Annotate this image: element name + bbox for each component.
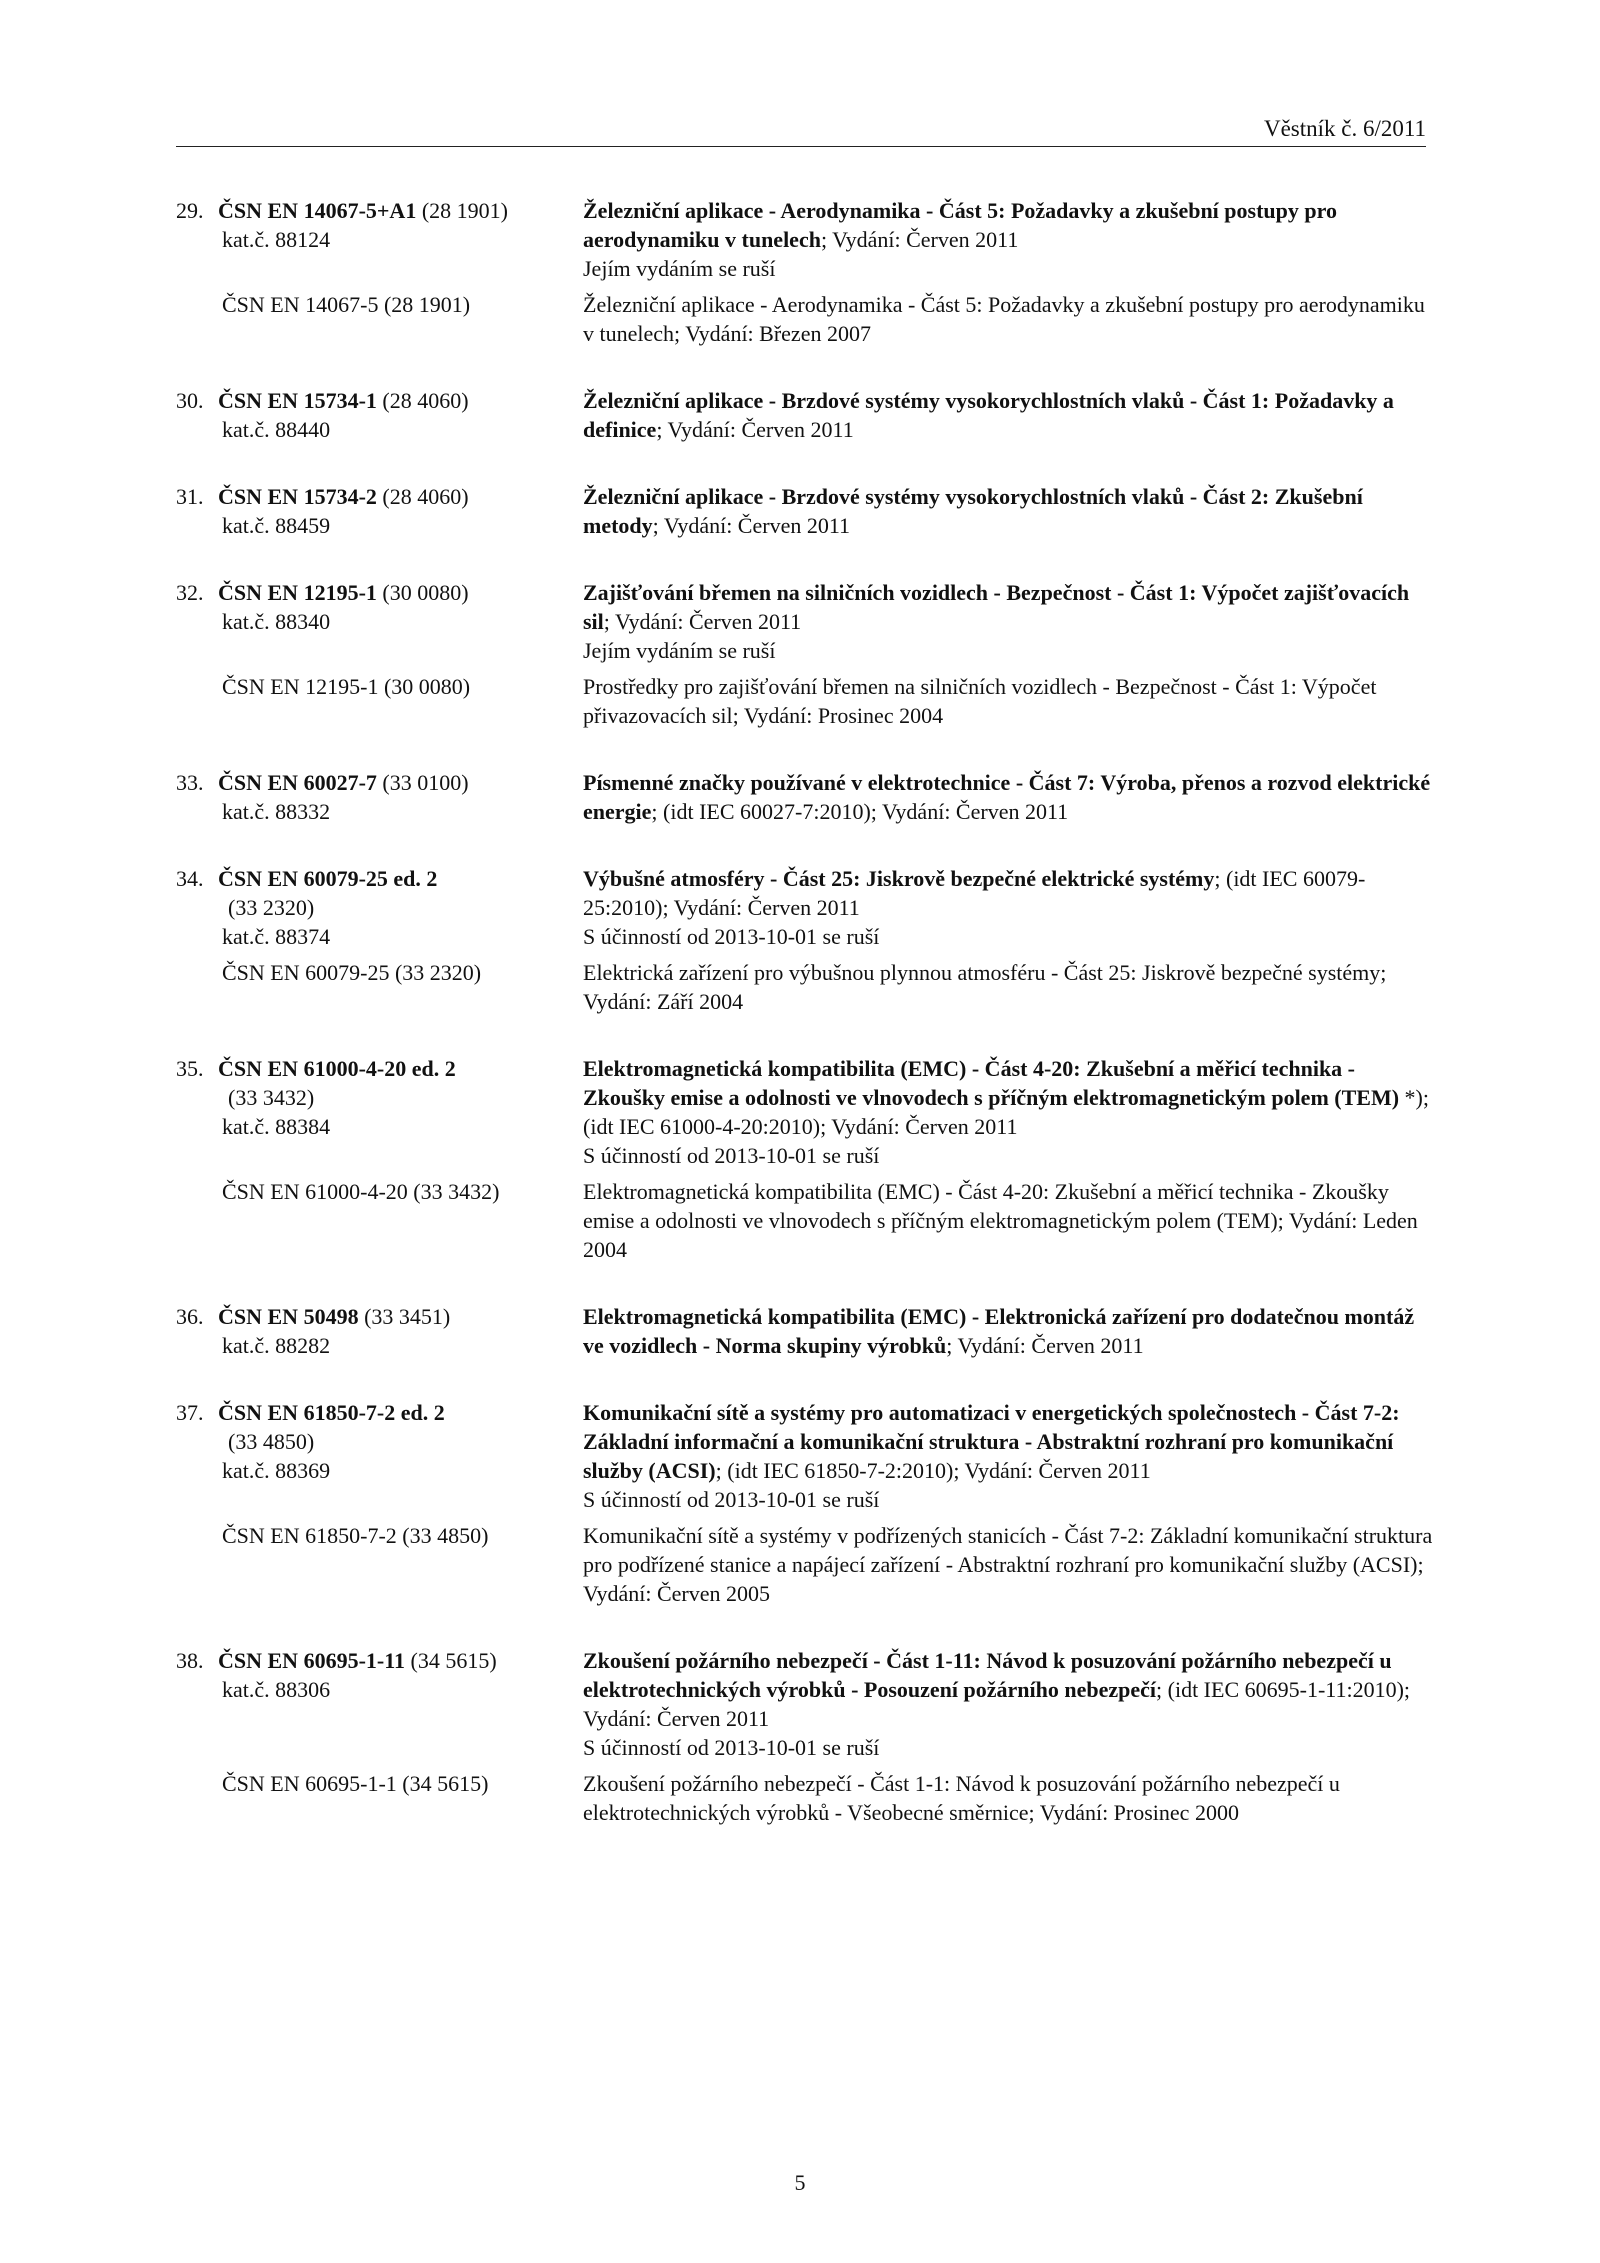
replaced-standard — [176, 1521, 1436, 1608]
replacement-note: S účinností od 2013-10-01 se ruší — [583, 924, 880, 949]
entry-number: 37. — [176, 1400, 204, 1425]
standard-entry — [176, 1302, 1436, 1360]
page-number: 5 — [794, 2170, 806, 2195]
classification-code: (28 1901) — [416, 198, 508, 223]
standard-title: Zajišťování břemen na silničních vozidlech - Bezpečnost - Část 1: Výpočet zajišťovacích sil — [583, 580, 1410, 634]
standard-id: ČSN EN 12195-1 — [218, 580, 377, 605]
standard-details: ; Vydání: Červen 2011 — [652, 513, 851, 538]
entry-number: 34. — [176, 866, 204, 891]
standards-list — [176, 196, 1436, 1865]
replaced-standard-text: Železniční aplikace - Aerodynamika - Část 5: Požadavky a zkušební postupy pro aerodynamiku v tunelech; Vydání: Březen 2007 — [583, 292, 1425, 346]
classification-code: (33 2320) — [228, 895, 315, 920]
replaced-standard — [176, 1769, 1436, 1827]
standard-title: Železniční aplikace - Brzdové systémy vysokorychlostních vlaků - Část 1: Požadavky a definice — [583, 388, 1394, 442]
entry-number: 29. — [176, 198, 204, 223]
entry-number: 33. — [176, 770, 204, 795]
standard-entry — [176, 578, 1436, 730]
replaced-standard-text: Zkoušení požárního nebezpečí - Část 1-1: Návod k posuzování požárního nebezpečí u elektrotechnických výrobků - Všeobecné směrnice; Vydání: Prosinec 2000 — [583, 1771, 1340, 1825]
catalog-number: kat.č. 88440 — [222, 417, 331, 442]
replacement-note: S účinností od 2013-10-01 se ruší — [583, 1143, 880, 1168]
classification-code: (33 0100) — [376, 770, 469, 795]
standard-title: Písmenné značky používané v elektrotechnice - Část 7: Výroba, přenos a rozvod elektrické energie — [583, 770, 1431, 824]
standard-details: ; (idt IEC 60695-1-11:2010); Vydání: Červen 2011 — [583, 1677, 1411, 1731]
replacement-note: Jejím vydáním se ruší — [583, 638, 776, 663]
standard-entry — [176, 1646, 1436, 1827]
replaced-standard — [176, 672, 1436, 730]
classification-code: (30 0080) — [376, 580, 469, 605]
replacement-note: S účinností od 2013-10-01 se ruší — [583, 1487, 880, 1512]
catalog-number: kat.č. 88282 — [222, 1333, 331, 1358]
replaced-standard-text: Komunikační sítě a systémy v podřízených stanicích - Část 7-2: Základní komunikační struktura pro podřízené stanice a napájecí zařízení - Abstraktní rozhraní pro komunikační služby (ACSI); Vydání: Červen 2005 — [583, 1523, 1433, 1606]
standard-entry — [176, 482, 1436, 540]
replaced-standard-id: ČSN EN 61850-7-2 (33 4850) — [222, 1523, 489, 1548]
replaced-standard-id: ČSN EN 12195-1 (30 0080) — [222, 674, 471, 699]
catalog-number: kat.č. 88306 — [222, 1677, 331, 1702]
replacement-note: S účinností od 2013-10-01 se ruší — [583, 1735, 880, 1760]
standard-title: Elektromagnetická kompatibilita (EMC) - Elektronická zařízení pro dodatečnou montáž ve vozidlech - Norma skupiny výrobků — [583, 1304, 1415, 1358]
standard-details: ; Vydání: Červen 2011 — [656, 417, 854, 442]
standard-entry — [176, 864, 1436, 1016]
replaced-standard-text: Elektromagnetická kompatibilita (EMC) - Část 4-20: Zkušební a měřicí technika - Zkoušky emise a odolnosti ve vlnovodech s příčným elektromagnetickým polem (TEM); Vydání: Leden 2004 — [583, 1179, 1418, 1262]
standard-title: Výbušné atmosféry - Část 25: Jiskrově bezpečné elektrické systémy — [583, 866, 1215, 891]
catalog-number: kat.č. 88124 — [222, 227, 331, 252]
standard-id: ČSN EN 61000-4-20 ed. 2 — [218, 1056, 456, 1081]
standard-details: ; (idt IEC 61850-7-2:2010); Vydání: Červen 2011 — [715, 1458, 1151, 1483]
classification-code: (33 4850) — [228, 1429, 315, 1454]
classification-code: (34 5615) — [405, 1648, 497, 1673]
replaced-standard-id: ČSN EN 61000-4-20 (33 3432) — [222, 1179, 500, 1204]
standard-entry — [176, 768, 1436, 826]
replaced-standard — [176, 1177, 1436, 1264]
standard-details: ; Vydání: Červen 2011 — [603, 609, 802, 634]
standard-title: Zkoušení požárního nebezpečí - Část 1-11: Návod k posuzování požárního nebezpečí u elektrotechnických výrobků - Posouzení požárního nebezpečí — [583, 1648, 1392, 1702]
entry-number: 35. — [176, 1056, 204, 1081]
replaced-standard — [176, 290, 1436, 348]
classification-code: (33 3451) — [358, 1304, 451, 1329]
standard-id: ČSN EN 60079-25 ed. 2 — [218, 866, 438, 891]
catalog-number: kat.č. 88369 — [222, 1458, 331, 1483]
standard-title: Elektromagnetická kompatibilita (EMC) - Část 4-20: Zkušební a měřicí technika - Zkoušky emise a odolnosti ve vlnovodech s příčným elektromagnetickým polem (TEM) — [583, 1056, 1400, 1110]
standard-title: Železniční aplikace - Aerodynamika - Část 5: Požadavky a zkušební postupy pro aerodynamiku v tunelech — [583, 198, 1337, 252]
classification-code: (28 4060) — [376, 484, 469, 509]
standard-entry — [176, 1054, 1436, 1264]
catalog-number: kat.č. 88459 — [222, 513, 331, 538]
classification-code: (28 4060) — [376, 388, 469, 413]
standard-id: ČSN EN 60027-7 — [218, 770, 377, 795]
replaced-standard — [176, 958, 1436, 1016]
catalog-number: kat.č. 88340 — [222, 609, 331, 634]
entry-number: 38. — [176, 1648, 204, 1673]
catalog-number: kat.č. 88332 — [222, 799, 331, 824]
entry-number: 30. — [176, 388, 204, 413]
standard-title: Komunikační sítě a systémy pro automatizaci v energetických společnostech - Část 7-2: Základní informační a komunikační struktura - Abstraktní rozhraní pro komunikační služby (ACSI) — [583, 1400, 1400, 1483]
replaced-standard-id: ČSN EN 60079-25 (33 2320) — [222, 960, 482, 985]
entry-number: 36. — [176, 1304, 204, 1329]
catalog-number: kat.č. 88374 — [222, 924, 331, 949]
standard-id: ČSN EN 15734-1 — [218, 388, 377, 413]
standard-entry — [176, 386, 1436, 444]
standard-id: ČSN EN 61850-7-2 ed. 2 — [218, 1400, 445, 1425]
standard-entry — [176, 1398, 1436, 1608]
standard-details: *); (idt IEC 61000-4-20:2010); Vydání: Červen 2011 — [583, 1085, 1429, 1139]
replacement-note: Jejím vydáním se ruší — [583, 256, 776, 281]
header-title: Věstník č. 6/2011 — [1263, 116, 1426, 141]
page-header — [176, 110, 1426, 147]
standard-id: ČSN EN 15734-2 — [218, 484, 377, 509]
standard-id: ČSN EN 14067-5+A1 — [218, 198, 417, 223]
classification-code: (33 3432) — [228, 1085, 315, 1110]
standard-id: ČSN EN 50498 — [218, 1304, 359, 1329]
catalog-number: kat.č. 88384 — [222, 1114, 331, 1139]
standard-details: ; Vydání: Červen 2011 — [946, 1333, 1144, 1358]
standard-details: ; Vydání: Červen 2011 — [820, 227, 1019, 252]
entry-number: 31. — [176, 484, 204, 509]
standard-entry — [176, 196, 1436, 348]
replaced-standard-id: ČSN EN 14067-5 (28 1901) — [222, 292, 471, 317]
standard-id: ČSN EN 60695-1-11 — [218, 1648, 406, 1673]
replaced-standard-id: ČSN EN 60695-1-1 (34 5615) — [222, 1771, 489, 1796]
standard-title: Železniční aplikace - Brzdové systémy vysokorychlostních vlaků - Část 2: Zkušební metody — [583, 484, 1363, 538]
replaced-standard-text: Elektrická zařízení pro výbušnou plynnou atmosféru - Část 25: Jiskrově bezpečné systémy; Vydání: Září 2004 — [583, 960, 1387, 1014]
standard-details: ; (idt IEC 60027-7:2010); Vydání: Červen 2011 — [651, 799, 1069, 824]
entry-number: 32. — [176, 580, 204, 605]
standard-details: ; (idt IEC 60079-25:2010); Vydání: Červen 2011 — [583, 866, 1366, 920]
replaced-standard-text: Prostředky pro zajišťování břemen na silničních vozidlech - Bezpečnost - Část 1: Výpočet přivazovacích sil; Vydání: Prosinec 2004 — [583, 674, 1377, 728]
